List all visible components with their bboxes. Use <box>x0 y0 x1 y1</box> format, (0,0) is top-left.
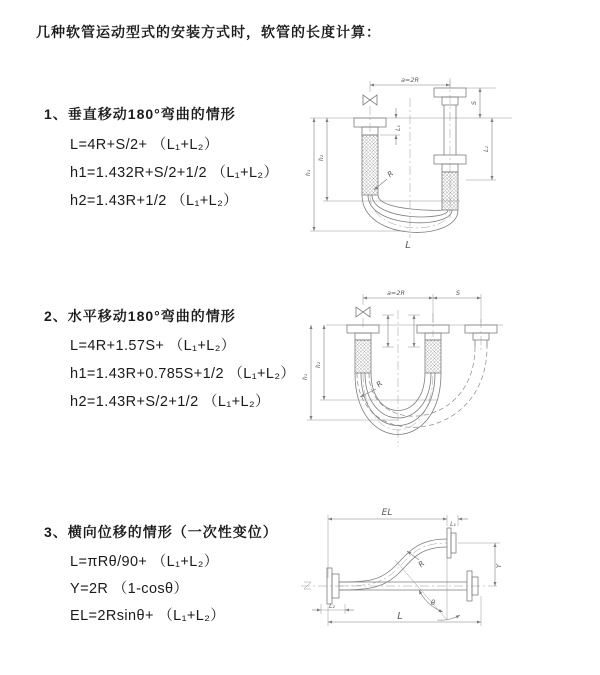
section-3-formula-el: EL=2Rsinθ+ （L₁+L₂） <box>70 608 226 624</box>
dim-label-l2: L₂ <box>483 146 490 152</box>
section-2-heading: 2、水平移动180°弯曲的情形 <box>44 308 236 324</box>
dim-label-h1: h₁ <box>305 169 312 177</box>
page-title: 几种软管运动型式的安装方式时，软管的长度计算： <box>36 24 381 40</box>
dim-label-l-total: L <box>405 240 411 251</box>
dimension-a2r <box>370 76 450 92</box>
diagram-horizontal-180-bend <box>298 285 598 460</box>
dim-label-l1: L₁ <box>395 125 402 131</box>
section-1-formula-l: L=4R+S/2+ （L₁+L₂） <box>70 137 219 153</box>
centerline-break-symbol <box>304 582 311 589</box>
section-2-formula-h1: h1=1.43R+0.785S+1/2 （L₁+L₂） <box>70 366 296 382</box>
braided-hose-section <box>362 135 378 195</box>
section-2-formula-l: L=4R+1.57S+ （L₁+L₂） <box>70 338 236 354</box>
left-pipe-fitting <box>347 325 379 373</box>
section-3-formula-l: L=πRθ/90+ （L₁+L₂） <box>70 554 219 570</box>
braided-hose-section <box>425 340 441 373</box>
dimension-l1 <box>380 108 402 145</box>
dimension-l2 <box>312 603 354 614</box>
dim-label-h1: h₁ <box>302 373 309 381</box>
dim-label-a2r: a=2R <box>386 289 406 297</box>
radius-callout <box>407 551 426 569</box>
dim-label-l2: L₂ <box>329 603 335 610</box>
upper-flange <box>447 528 500 558</box>
dimension-y <box>495 543 503 586</box>
braided-hose-section <box>355 340 371 373</box>
dim-label-s: S <box>470 100 478 106</box>
fitting-length-dims <box>382 315 420 347</box>
valve-symbol <box>356 307 370 327</box>
valve-symbol <box>363 95 377 105</box>
dim-label-h2: h₂ <box>315 361 322 369</box>
section-2-formula-h2: h2=1.43R+S/2+1/2 （L₁+L₂） <box>70 394 270 410</box>
dim-label-y: Y <box>495 563 503 569</box>
braided-hose-section <box>442 172 458 210</box>
section-3-formula-y: Y=2R （1-cosθ） <box>70 581 189 597</box>
section-1-formula-h1: h1=1.432R+S/2+1/2 （L₁+L₂） <box>70 165 279 181</box>
dim-label-h2: h₂ <box>318 154 325 162</box>
dim-label-s: S <box>455 289 461 297</box>
section-3-heading: 3、横向位移的情形（一次性变位） <box>44 524 278 540</box>
dimension-l <box>328 596 481 626</box>
dim-label-l1: L₁ <box>450 521 456 528</box>
section-1-heading: 1、垂直移动180°弯曲的情形 <box>44 106 236 122</box>
section-1-formula-h2: h2=1.43R+1/2 （L₁+L₂） <box>70 193 239 209</box>
dimension-s <box>466 88 496 180</box>
dim-label-r: R <box>385 168 396 180</box>
dim-label-theta: θ <box>430 599 436 607</box>
dim-label-r: R <box>374 378 385 390</box>
centerlines <box>370 78 450 238</box>
dim-label-a2r: a=2R <box>400 76 420 84</box>
diagram-vertical-180-bend <box>300 70 600 270</box>
dimension-a2r <box>363 289 481 323</box>
dim-label-el: EL <box>381 508 393 518</box>
diagram-lateral-displacement <box>295 498 595 653</box>
displaced-hose-arcs-dashed <box>357 347 487 427</box>
dim-label-r: R <box>416 558 427 570</box>
dim-label-l: L <box>397 611 403 622</box>
